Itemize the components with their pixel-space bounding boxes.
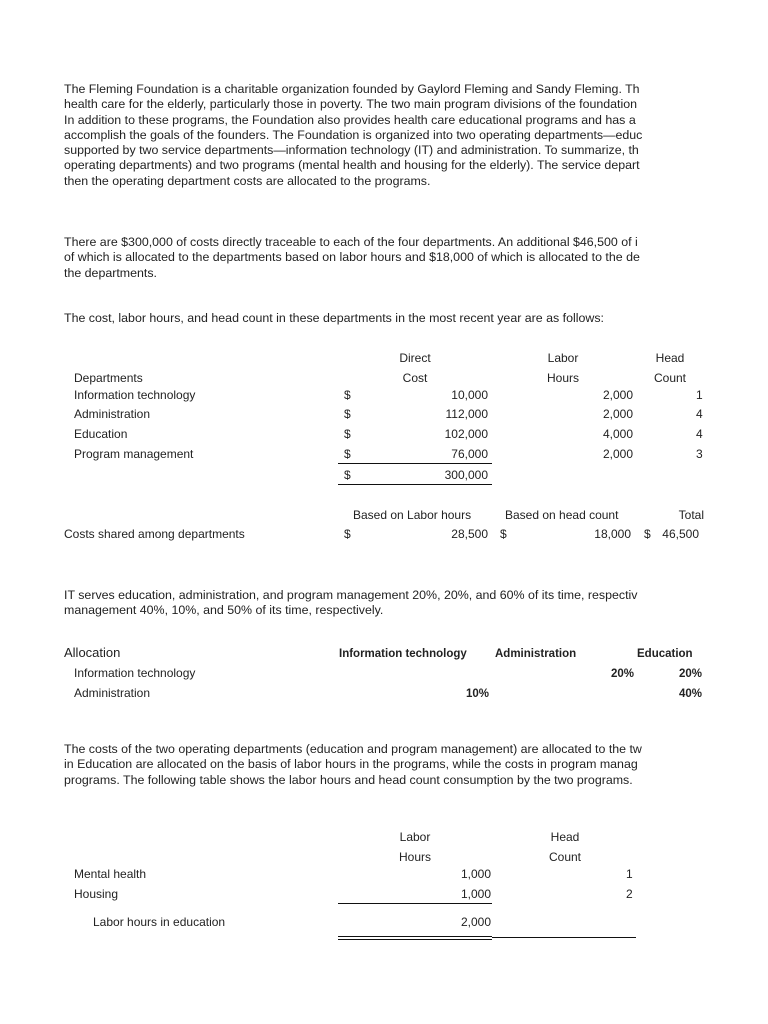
intro-line: health care for the elderly, particularly those in poverty. The two main program divisions of the foundation	[64, 97, 638, 112]
dept-name: Administration	[74, 407, 151, 421]
dollar-sign: $	[344, 527, 351, 541]
header-hours: Hours	[546, 371, 579, 385]
allocation-row-name: Information technology	[74, 666, 196, 680]
it-line: management 40%, 10%, and 50% of its time, respectively.	[64, 603, 384, 618]
shared-head-value: 18,000	[594, 527, 631, 541]
dept-cost: 112,000	[445, 407, 488, 421]
intro-line: operating departments) and two programs (mental health and housing for the elderly). The service depart	[64, 158, 640, 173]
shared-labor-value: 28,500	[451, 527, 488, 541]
header-labor: Labor	[547, 351, 579, 365]
dept-cost: 10,000	[451, 388, 488, 402]
costs-line: of which is allocated to the departments based on labor hours and $18,000 of which is allocated to the de	[64, 250, 640, 265]
operating-line: programs. The following table shows the labor hours and head count consumption by the two programs.	[64, 772, 633, 787]
dept-hours: 4,000	[602, 427, 633, 441]
program-header-hours: Hours	[398, 850, 431, 864]
dollar-sign: $	[344, 447, 351, 461]
shared-label: Costs shared among departments	[64, 527, 245, 541]
dollar-sign: $	[500, 527, 507, 541]
program-name: Mental health	[74, 867, 147, 881]
shared-total-value: 46,500	[662, 527, 699, 541]
intro-line: supported by two service departments—information technology (IT) and administration. To summarize, th	[64, 143, 639, 158]
dept-count: 4	[696, 407, 703, 421]
allocation-edu-pct: 40%	[678, 688, 702, 700]
program-header-labor: Labor	[399, 830, 431, 844]
program-total-rule	[338, 903, 492, 904]
dept-name: Program management	[74, 447, 194, 461]
costs-line: the departments.	[64, 265, 157, 280]
intro-line: accomplish the goals of the founders. The Foundation is organized into two operating departments—educ	[64, 127, 643, 142]
allocation-edu-pct: 20%	[678, 668, 702, 680]
total-underline	[338, 484, 492, 485]
dollar-sign: $	[344, 407, 351, 421]
total-cost: 300,000	[444, 468, 488, 482]
dept-count: 1	[696, 388, 703, 402]
program-name: Housing	[74, 887, 119, 901]
dollar-sign: $	[344, 468, 351, 482]
dollar-sign: $	[644, 527, 651, 541]
dollar-sign: $	[344, 427, 351, 441]
double-underline	[338, 936, 492, 940]
shared-header-total: Total	[678, 508, 704, 522]
dept-cost: 102,000	[444, 427, 488, 441]
program-hours: 1,000	[460, 867, 491, 881]
program-total-hours: 2,000	[460, 915, 491, 929]
header-departments: Departments	[74, 371, 143, 385]
operating-line: The costs of the two operating departments (education and program management) are allocated to the tw	[64, 742, 642, 756]
header-direct: Direct	[399, 351, 431, 365]
program-header-count: Count	[548, 850, 582, 864]
costs-line: There are $300,000 of costs directly traceable to each of the four departments. An additional $46,500 of i	[64, 235, 638, 249]
program-total-label: Labor hours in education	[93, 915, 226, 929]
operating-line: in Education are allocated on the basis of labor hours in the programs, while the costs in program manag	[64, 757, 638, 772]
header-count: Count	[653, 371, 687, 385]
costs-paragraph	[64, 235, 768, 281]
program-header-head: Head	[550, 830, 580, 844]
header-head: Head	[655, 351, 685, 365]
operating-paragraph	[64, 742, 768, 788]
dept-cost: 76,000	[451, 447, 488, 461]
program-hours: 1,000	[460, 887, 491, 901]
dept-hours: 2,000	[602, 447, 633, 461]
allocation-row-name: Administration	[74, 686, 151, 700]
allocation-col-it: Information technology	[339, 648, 467, 660]
intro-line: then the operating department costs are allocated to the programs.	[64, 173, 431, 188]
dept-count: 4	[696, 427, 703, 441]
table-intro-text: The cost, labor hours, and head count in these departments in the most recent year are as follows:	[64, 311, 604, 325]
table-intro	[64, 311, 768, 326]
dollar-sign: $	[344, 388, 351, 402]
dept-name: Information technology	[74, 388, 196, 402]
count-underline	[492, 937, 636, 938]
dept-hours: 2,000	[602, 407, 633, 421]
allocation-col-education: Education	[637, 648, 693, 660]
program-count: 1	[626, 867, 633, 881]
shared-header-labor: Based on Labor hours	[353, 508, 472, 522]
program-count: 2	[626, 887, 633, 901]
allocation-col-admin: Administration	[495, 648, 577, 660]
it-line: IT serves education, administration, and program management 20%, 20%, and 60% of its time, respectiv	[64, 588, 638, 602]
intro-paragraph	[64, 82, 768, 189]
intro-line: In addition to these programs, the Foundation also provides health care educational programs and has a	[64, 112, 636, 127]
dept-hours: 2,000	[602, 388, 633, 402]
shared-header-head: Based on head count	[505, 508, 619, 522]
it-paragraph	[64, 588, 768, 619]
dept-name: Education	[74, 427, 128, 441]
intro-line: The Fleming Foundation is a charitable organization founded by Gaylord Fleming and Sandy Fleming. Th	[64, 82, 640, 96]
allocation-title: Allocation	[64, 645, 121, 660]
allocation-it-pct: 10%	[465, 688, 489, 700]
total-rule	[338, 463, 492, 464]
allocation-admin-pct: 20%	[610, 668, 634, 680]
dept-count: 3	[696, 447, 703, 461]
header-cost: Cost	[402, 371, 428, 385]
